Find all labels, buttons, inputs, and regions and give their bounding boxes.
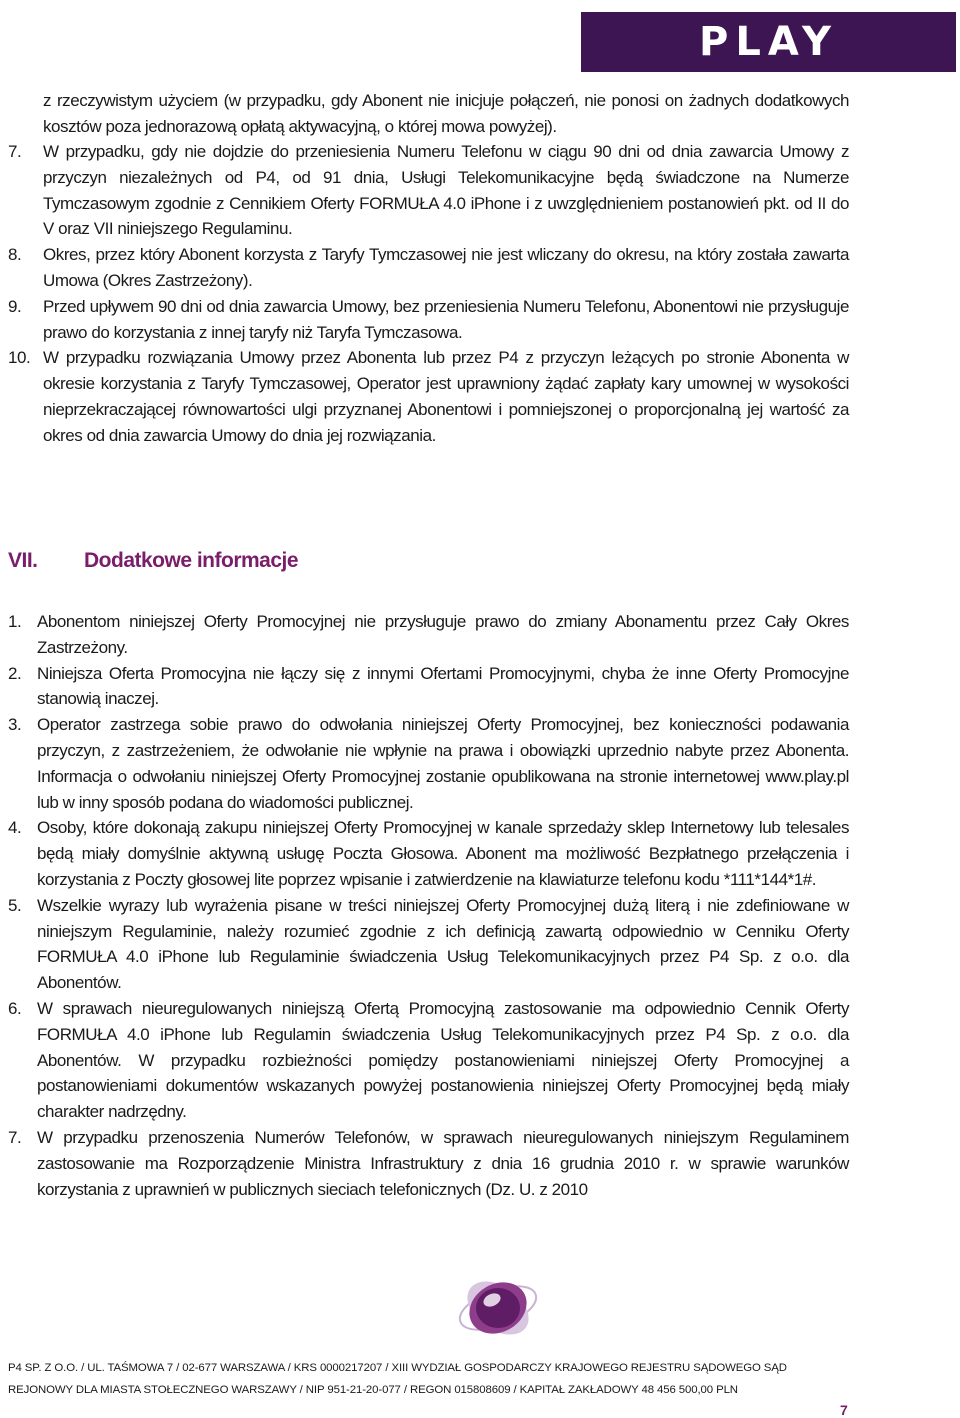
list-item xyxy=(8,1125,849,1202)
section-title: Dodatkowe informacje xyxy=(84,549,299,572)
list-item xyxy=(8,712,849,815)
item-number: 9. xyxy=(8,296,22,316)
list-item xyxy=(8,815,849,892)
list-item xyxy=(8,609,849,661)
item-number: 5. xyxy=(8,895,22,915)
item-text: Abonentom niniejszej Oferty Promocyjnej nie przysługuje prawo do zmiany Abonamentu przez Cały Okres Zastrzeżony. xyxy=(37,612,849,657)
list-item xyxy=(8,661,849,713)
list-item xyxy=(8,294,849,346)
numbered-list-b xyxy=(8,609,849,1202)
section-heading xyxy=(8,549,298,573)
page-number: 7 xyxy=(840,1402,848,1418)
item-text: W przypadku rozwiązania Umowy przez Abonenta lub przez P4 z przyczyn leżących po stronie Abonenta w okresie korzystania z Taryfy Tymczasowej, Operator jest uprawniony żądać zapłaty kary umownej w wysokości nieprzekraczającej równowartości ulgi przyznanej Abonentowi i pomniejszonej o proporcjonalną jej wartość za okres od dnia zawarcia Umowy do dnia jej rozwiązania. xyxy=(43,348,849,445)
section-number: VII. xyxy=(8,549,38,572)
footer-line-2: REJONOWY DLA MIASTA STOŁECZNEGO WARSZAWY / NIP 951-21-20-077 / REGON 015808609 / KAPITAŁ ZAKŁADOWY 48 456 500,00 PLN xyxy=(8,1384,738,1396)
item-number: 7. xyxy=(8,142,22,161)
list-item xyxy=(8,242,849,294)
item-number: 6. xyxy=(8,998,22,1018)
item-number: 4. xyxy=(8,818,22,838)
list-item xyxy=(8,139,849,242)
item-text: Wszelkie wyrazy lub wyrażenia pisane w treści niniejszej Oferty Promocyjnej dużą literą i nie zdefiniowane w niniejszym Regulaminie, należy rozumieć zgodnie z ich definicją zawartą odpowiednio w Cenniku Oferty FORMUŁA 4.0 iPhone lub Regulaminie świadczenia Usług Telekomunikacyjnych przez P4 Sp. z o.o. dla Abonentów. xyxy=(37,895,849,993)
item-number: 8. xyxy=(8,245,22,265)
numbered-list-a xyxy=(8,139,849,449)
list-item xyxy=(8,996,849,1125)
list-item xyxy=(8,345,849,448)
play-swirl-logo-icon xyxy=(446,1262,546,1352)
item-number: 2. xyxy=(8,663,22,683)
item-number: 7. xyxy=(8,1127,22,1147)
logo-text: PLAY xyxy=(699,19,838,65)
item-text: W przypadku, gdy nie dojdzie do przeniesienia Numeru Telefonu w ciągu 90 dni od dnia zawarcia Umowy z przyczyn niezależnych od P4, od 91 dnia, Usługi Telekomunikacyjne będą świadczone na Numerze Tymczasowym zgodnie z Cennikiem Oferty FORMUŁA 4.0 iPhone i z uwzględnieniem postanowień pkt. od II do V oraz VII niniejszego Regulaminu. xyxy=(43,142,849,239)
item-number: 3. xyxy=(8,715,22,735)
footer-line-1: P4 SP. Z O.O. / UL. TAŚMOWA 7 / 02-677 WARSZAWA / KRS 0000217207 / XIII WYDZIAŁ GOSPODARCZY KRAJOWEGO REJESTRU SĄDOWEGO SĄD xyxy=(8,1362,787,1374)
item-text: Osoby, które dokonają zakupu niniejszej Oferty Promocyjnej w kanale sprzedaży sklep Internetowy lub telesales będą miały domyślnie aktywną usługę Poczta Głosowa. Abonent ma możliwość Bezpłatnego przełączenia i korzystania z Poczty głosowej lite poprzez wpisanie i zatwierdzenie na klawiaturze telefonu kodu *111*144*1#. xyxy=(37,818,849,889)
item-text: Przed upływem 90 dni od dnia zawarcia Umowy, bez przeniesienia Numeru Telefonu, Abonentowi nie przysługuje prawo do korzystania z innej taryfy niż Taryfa Tymczasowa. xyxy=(43,296,849,342)
item-number: 1. xyxy=(8,612,22,631)
item-text: W przypadku przenoszenia Numerów Telefonów, w sprawach nieuregulowanych niniejszym Regulaminem zastosowanie ma Rozporządzenie Ministra Infrastruktury z dnia 16 grudnia 2010 r. w sprawie warunków korzystania z uprawnień w publicznych sieciach telefonicznych (Dz. U. z 2010 xyxy=(37,1127,849,1199)
play-logo xyxy=(581,12,956,72)
item-text: Okres, przez który Abonent korzysta z Taryfy Tymczasowej nie jest wliczany do okresu, na który została zawarta Umowa (Okres Zastrzeżony). xyxy=(43,245,849,290)
item-number: 10. xyxy=(8,348,31,368)
item-text: Niniejsza Oferta Promocyjna nie łączy się z innymi Ofertami Promocyjnymi, chyba że inne Oferty Promocyjne stanowią inaczej. xyxy=(37,663,849,709)
item-text: W sprawach nieuregulowanych niniejszą Ofertą Promocyjną zastosowanie ma odpowiednio Cennik Oferty FORMUŁA 4.0 iPhone lub Regulamin świadczenia Usług Telekomunikacyjnych przez P4 Sp. z o.o. dla Abonentów. W przypadku rozbieżności pomiędzy postanowieniami niniejszej Oferty Promocyjnej a postanowieniami dokumentów wskazanych powyżej postanowienia niniejszej Oferty Promocyjnej będą miały charakter nadrzędny. xyxy=(37,998,849,1122)
item-text: Operator zastrzega sobie prawo do odwołania niniejszej Oferty Promocyjnej, bez konieczności podawania przyczyn, z zastrzeżeniem, że odwołanie nie wpłynie na prawa i obowiązki uprzednio nabyte przez Abonenta. Informacja o odwołaniu niniejszej Oferty Promocyjnej zostanie opublikowana na stronie internetowej www.play.pl lub w inny sposób podana do wiadomości publicznej. xyxy=(37,715,849,812)
continuation-paragraph: z rzeczywistym użyciem (w przypadku, gdy Abonent nie inicjuje połączeń, nie ponosi on żadnych dodatkowych kosztów poza jednorazową opłatą aktywacyjną, o której mowa powyżej). xyxy=(43,91,849,136)
list-item xyxy=(8,893,849,996)
